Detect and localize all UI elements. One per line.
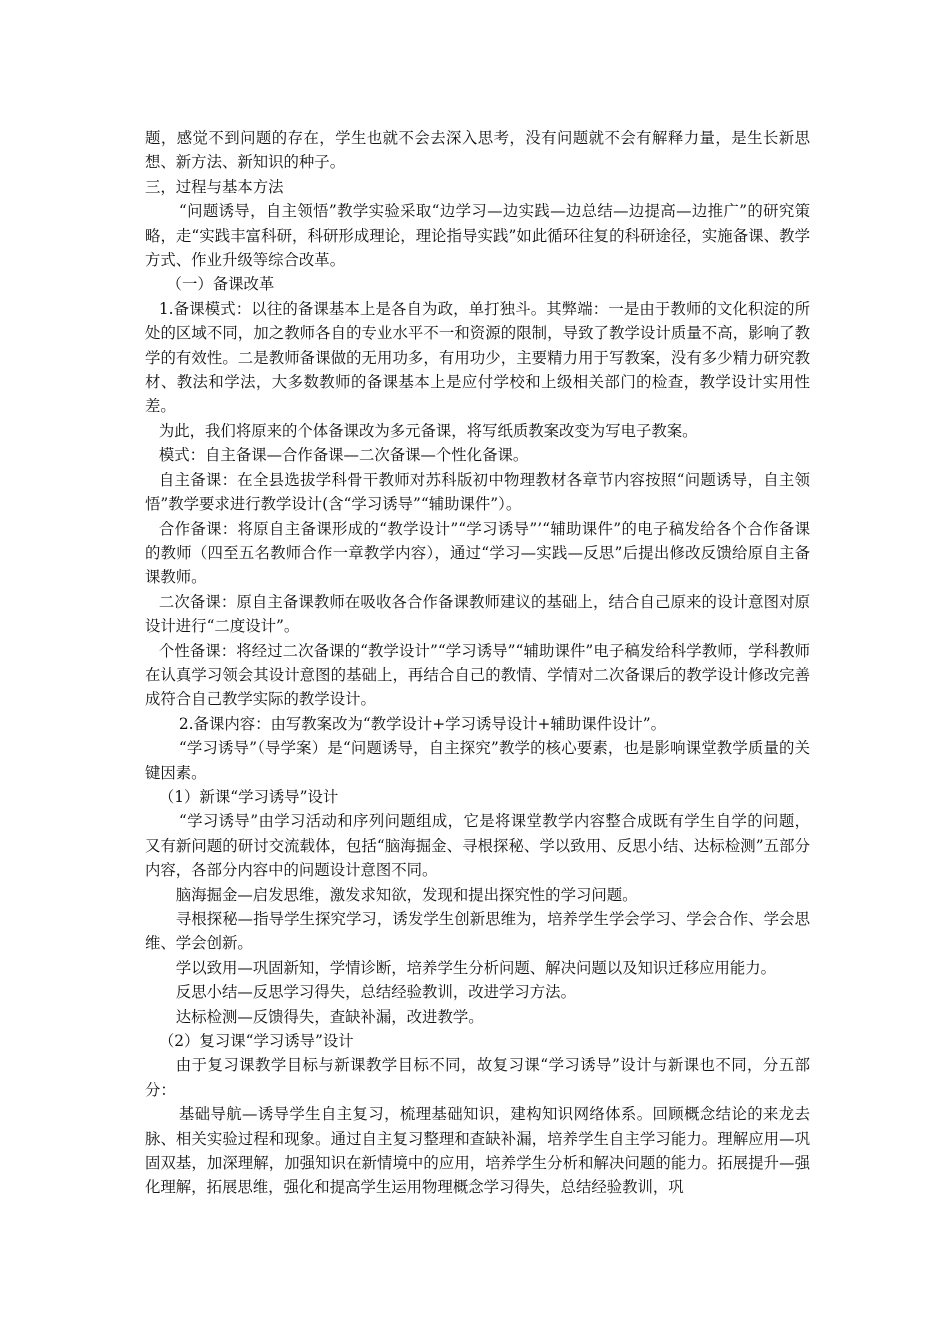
paragraph-review-difference: 由于复习课教学目标与新课教学目标不同，故复习课“学习诱导”设计与新课也不同，分五部分： xyxy=(145,1056,810,1099)
paragraph-standard-test: 达标检测—反馈得失，查缺补漏，改进教学。 xyxy=(175,1007,484,1026)
paragraph-review-parts: 基础导航—诱导学生自主复习，梳理基础知识，建构知识网络体系。回顾概念结论的来龙去脉、相关实验过程和现象。通过自主复习整理和查缺补漏，培养学生自主学习能力。理解应用—巩固双基，加深理解，加强知识在新情境中的应用，培养学生分析和解决问题的能力。拓展提升—强化理解，拓展思维，强化和提高学生运用物理概念学习得失，总结经验教训，巩 xyxy=(145,1105,810,1197)
paragraph-second-prep: 二次备课：原自主备课教师在吸收各合作备课教师建议的基础上，结合自己原来的设计意图对原设计进行“二度设计”。 xyxy=(145,592,810,636)
section-heading-process-methods: 三，过程与基本方法 xyxy=(145,177,284,196)
paragraph-mode-sequence: 模式：自主备课—合作备课—二次备课—个性化备课。 xyxy=(158,446,529,465)
paragraph-brain-mining: 脑海掘金—启发思维，激发求知欲，发现和提出探究性的学习问题。 xyxy=(175,885,638,904)
paragraph-personal-prep: 个性备课：将经过二次备课的“教学设计”“学习诱导”“辅助课件”电子稿发给科学教师，学科教师在认真学习领会其设计意图的基础上，再结合自己的教情、学情对二次备课后的教学设计修改完善成符合自己教学实际的教学设计。 xyxy=(145,641,810,709)
paragraph-cooperative-prep: 合作备课：将原自主备课形成的“教学设计”“学习诱导”’“辅助课件”的电子稿发给各个合作备课的教师（四至五名教师合作一章教学内容），通过“学习—实践—反思”后提出修改反馈给原自主备课教师。 xyxy=(145,519,810,587)
document-body xyxy=(145,126,810,1200)
paragraph-prep-content: 2.备课内容：由写教案改为“教学设计+学习诱导设计+辅助课件设计”。 xyxy=(178,714,667,733)
subheading-new-lesson-guide: （1）新课“学习诱导”设计 xyxy=(158,787,339,806)
paragraph-lesson-prep-mode: 1.备课模式：以往的备课基本上是各自为政，单打独斗。其弊端：一是由于教师的文化积淀的所处的区域不同，加之教师各自的专业水平不一和资源的限制，导致了教学设计质量不高，影响了教学的有效性。二是教师备课做的无用功多，有用功少，主要精力用于写教案，没有多少精力研究教材、教法和学法，大多数教师的备课基本上是应付学校和上级相关部门的检查，教学设计实用性差。 xyxy=(145,299,810,416)
paragraph-guide-composition: “学习诱导”由学习活动和序列问题组成，它是将课堂教学内容整合成既有学生自学的问题，又有新问题的研讨交流载体，包括“脑海掘金、寻根探秘、学以致用、反思小结、达标检测”五部分内容，各部分内容中的问题设计意图不同。 xyxy=(145,812,810,880)
paragraph-continued: 题，感觉不到问题的存在，学生也就不会去深入思考，没有问题就不会有解释力量，是生长新思想、新方法、新知识的种子。 xyxy=(145,129,810,172)
paragraph-self-prep: 自主备课：在全县选拔学科骨干教师对苏科版初中物理教材各章节内容按照“问题诱导，自主领悟”教学要求进行教学设计(含“学习诱导”“辅助课件”）。 xyxy=(145,470,810,514)
paragraph-reflect-summary: 反思小结—反思学习得失，总结经验教训，改进学习方法。 xyxy=(175,983,576,1002)
subsection-heading-lesson-prep-reform: （一）备课改革 xyxy=(166,275,275,294)
paragraph-learning-guide-core: “学习诱导”（导学案）是“问题诱导，自主探究”教学的核心要素，也是影响课堂教学质量的关键因素。 xyxy=(145,739,810,782)
subheading-review-lesson-guide: （2）复习课“学习诱导”设计 xyxy=(158,1032,354,1051)
paragraph-multi-prep: 为此，我们将原来的个体备课改为多元备课，将写纸质教案改变为写电子教案。 xyxy=(158,421,698,440)
paragraph-strategy: “问题诱导，自主领悟”教学实验采取“边学习—边实践—边总结—边提高—边推广”的研究策略，走“实践丰富科研，科研形成理论，理论指导实践”如此循环往复的科研途径，实施备课、教学方式、作业升级等综合改革。 xyxy=(145,202,810,270)
paragraph-apply-learning: 学以致用—巩固新知，学情诊断，培养学生分析问题、解决问题以及知识迁移应用能力。 xyxy=(175,958,777,977)
paragraph-root-exploring: 寻根探秘—指导学生探究学习，诱发学生创新思维为，培养学生学会学习、学会合作、学会思维、学会创新。 xyxy=(145,910,810,953)
